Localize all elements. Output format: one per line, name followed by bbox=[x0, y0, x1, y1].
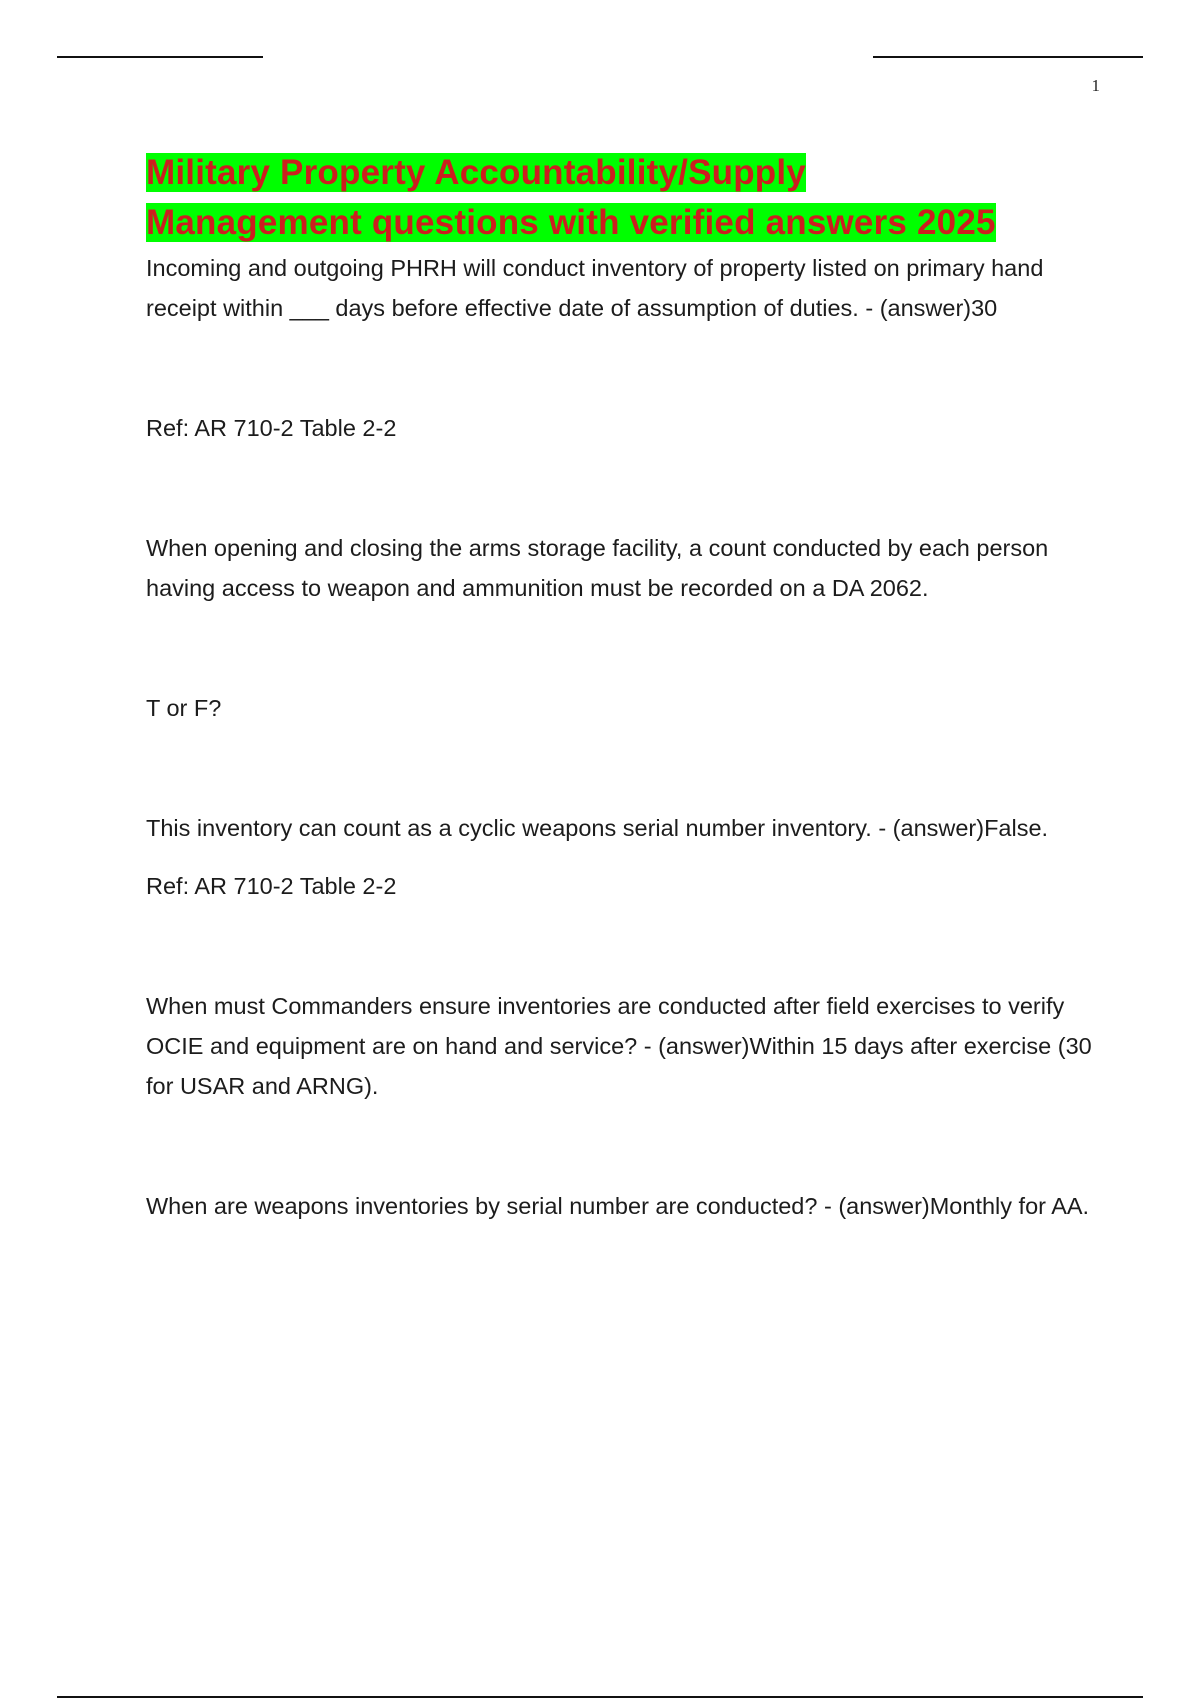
document-title bbox=[146, 148, 1106, 248]
question-weapons-serial-inventory: When are weapons inventories by serial number are conducted? - (answer)Monthly for AA. bbox=[146, 1193, 1090, 1219]
question-arms-storage-count: When opening and closing the arms storage facility, a count conducted by each person having access to weapon and ammunition must be recorded on a DA 2062. bbox=[146, 535, 1049, 601]
document-body bbox=[146, 148, 1106, 1226]
reference-2: Ref: AR 710-2 Table 2-2 bbox=[146, 873, 397, 899]
header-rule-right bbox=[873, 56, 1143, 58]
true-false-prompt: T or F? bbox=[146, 695, 222, 721]
reference-1: Ref: AR 710-2 Table 2-2 bbox=[146, 415, 397, 441]
footer-rule bbox=[57, 1696, 1143, 1698]
title-line-1: Military Property Accountability/Supply bbox=[146, 153, 806, 192]
question-field-exercise-inventory: When must Commanders ensure inventories are conducted after field exercises to verify OCIE and equipment are on hand and service? - (answer)Within 15 days after exercise (30 for USAR and ARNG). bbox=[146, 993, 1092, 1099]
title-line-2: Management questions with verified answers 2025 bbox=[146, 203, 996, 242]
page-number: 1 bbox=[1091, 76, 1100, 95]
header-rule-left bbox=[57, 56, 263, 58]
answer-cyclic-inventory: This inventory can count as a cyclic weapons serial number inventory. - (answer)False. bbox=[146, 815, 1049, 841]
question-phrh-inventory: Incoming and outgoing PHRH will conduct inventory of property listed on primary hand receipt within ___ days before effective date of assumption of duties. - (answer)30 bbox=[146, 255, 1044, 321]
